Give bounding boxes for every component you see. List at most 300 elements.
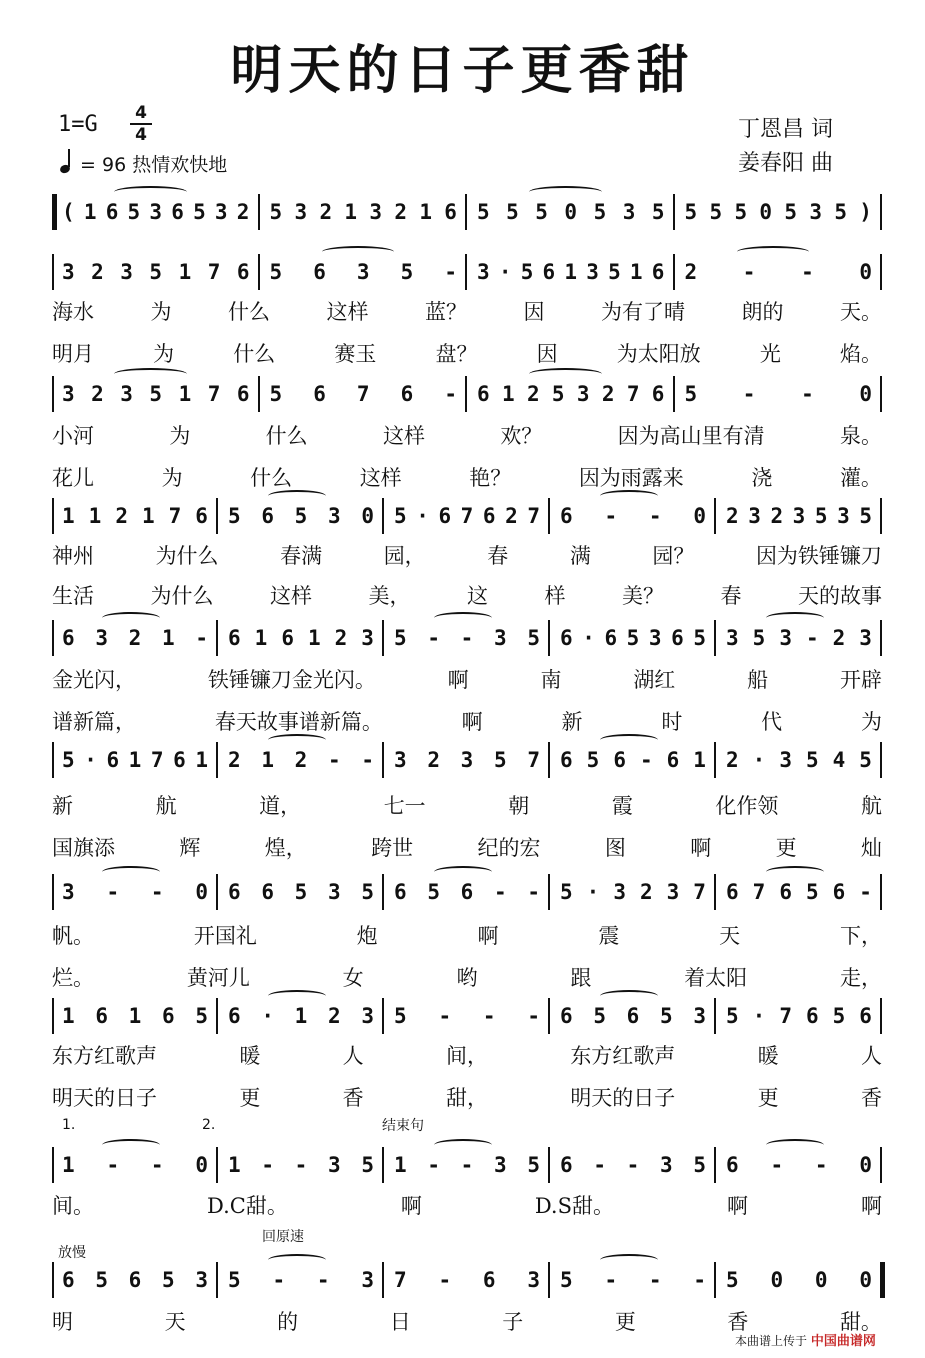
note: -	[648, 504, 662, 528]
measure	[270, 252, 458, 292]
barline	[714, 742, 716, 778]
note: 5	[62, 748, 75, 772]
measure	[62, 374, 250, 414]
measure	[394, 996, 540, 1036]
note: 3	[294, 200, 308, 224]
lyric-word: 人	[342, 1044, 364, 1068]
lyric-word: 啊	[400, 1194, 422, 1218]
note: 5	[294, 880, 308, 904]
measure	[394, 618, 540, 658]
slur	[600, 990, 658, 1002]
barline	[216, 498, 218, 534]
lyric-line	[52, 1040, 882, 1070]
note: 6	[779, 880, 792, 904]
barline	[382, 620, 384, 656]
lyric-word: 赛玉	[334, 342, 377, 366]
note: 1	[83, 200, 97, 224]
note: -	[195, 626, 208, 650]
slur	[114, 368, 187, 380]
tempo-marking	[60, 150, 227, 177]
note: 6	[666, 748, 680, 772]
measure	[394, 1260, 540, 1300]
barline	[880, 194, 882, 230]
footer	[735, 1330, 876, 1349]
barline	[216, 1147, 218, 1183]
note: 6	[482, 1268, 496, 1292]
note: 0	[759, 200, 773, 224]
measure	[560, 1145, 706, 1185]
note: ·	[261, 1004, 274, 1028]
note: 5	[805, 880, 819, 904]
lyric-word: 啊	[447, 668, 469, 692]
lyric-word: 为	[161, 466, 183, 490]
measure	[394, 1145, 540, 1185]
note: 6	[128, 1268, 142, 1292]
time-signature	[130, 104, 152, 144]
note: 3	[120, 382, 133, 406]
note: 1	[254, 626, 268, 650]
note: ·	[752, 748, 766, 772]
barline	[52, 1147, 54, 1183]
note: 1	[629, 260, 643, 284]
note: 7	[527, 748, 540, 772]
measure	[726, 872, 872, 912]
barline	[880, 1262, 885, 1298]
lyric-word: 什么	[265, 424, 308, 448]
note: 5	[726, 1268, 739, 1292]
lyric-word: 辉	[179, 836, 201, 860]
note: 1	[344, 200, 358, 224]
lyric-word: 美？	[622, 584, 664, 608]
lyric-word: 蓝？	[425, 300, 467, 324]
lyric-word: 这	[467, 584, 488, 608]
lyric-word: 为什么	[150, 584, 214, 608]
lyric-word: 啊	[461, 710, 483, 734]
note: 7	[150, 748, 164, 772]
lyric-word: 子	[502, 1310, 524, 1334]
lyric-line	[52, 1190, 882, 1220]
note: 3	[327, 504, 341, 528]
note: 0	[770, 1268, 784, 1292]
note: 2	[832, 626, 846, 650]
measure	[726, 1260, 872, 1300]
lyric-word: 天的故事	[798, 584, 882, 608]
lyric-word: 人	[860, 1044, 882, 1068]
note: -	[770, 1153, 784, 1177]
note: 3	[779, 748, 792, 772]
note: 6	[560, 504, 573, 528]
note: 7	[168, 504, 182, 528]
note: -	[742, 382, 756, 406]
lyric-word: 明	[52, 1310, 73, 1334]
barline	[216, 874, 218, 910]
barline	[52, 194, 57, 230]
note: 5	[95, 1268, 108, 1292]
note: 5	[626, 626, 640, 650]
lyric-word: 时	[661, 710, 683, 734]
note: 2	[639, 880, 653, 904]
lyric-word: 这样	[382, 424, 425, 448]
note: -	[626, 1153, 640, 1177]
measure	[560, 996, 706, 1036]
note: 5	[535, 200, 548, 224]
measure	[726, 996, 872, 1036]
lyric-word: 谱新篇，	[52, 710, 136, 734]
note: 5	[269, 200, 283, 224]
lyric-word: 女	[342, 966, 364, 990]
note: 0	[564, 200, 578, 224]
note: 6	[261, 504, 274, 528]
barline	[52, 620, 54, 656]
note: 2	[334, 626, 348, 650]
volta-1-label: 1.	[62, 1117, 76, 1133]
note: 5	[593, 200, 607, 224]
barline	[258, 254, 260, 290]
note: 2	[505, 504, 518, 528]
note: 3	[493, 626, 507, 650]
note: 0	[859, 1153, 872, 1177]
lyric-word: 暖	[757, 1044, 779, 1068]
lyric-word: 天。	[840, 300, 882, 324]
note: ·	[416, 504, 429, 528]
note: 7	[527, 504, 540, 528]
note: 3	[369, 200, 383, 224]
barline	[673, 194, 675, 230]
barline	[52, 254, 54, 290]
note: 6	[195, 504, 208, 528]
note: 3	[809, 200, 822, 224]
note: 5	[834, 200, 847, 224]
barline	[548, 998, 550, 1034]
note: -	[460, 626, 474, 650]
lyric-word: 朗的	[741, 300, 784, 324]
lyric-word: 盘？	[435, 342, 478, 366]
lyric-word: 东方红歌声	[52, 1044, 157, 1068]
note: (	[62, 200, 75, 224]
lyric-word: 道，	[259, 794, 302, 818]
note: 3	[214, 200, 228, 224]
note: 3	[586, 260, 599, 284]
measure	[477, 252, 665, 292]
note: 5	[684, 382, 698, 406]
note: 4	[832, 748, 846, 772]
note: 7	[356, 382, 370, 406]
note: 3	[693, 1004, 706, 1028]
note: 1	[62, 1004, 75, 1028]
note: 7	[207, 260, 221, 284]
note: 5	[805, 748, 819, 772]
lyric-word: 代	[761, 710, 783, 734]
note: 5	[651, 200, 665, 224]
note: 3	[327, 1153, 341, 1177]
note: 6	[394, 880, 407, 904]
note: 3	[62, 382, 75, 406]
measure	[685, 252, 873, 292]
note: 6	[482, 504, 496, 528]
note: 6	[560, 626, 573, 650]
lyric-word: D.C甜。	[207, 1194, 288, 1218]
note: 1	[307, 626, 321, 650]
lyric-word: 炮	[356, 924, 378, 948]
note: 5	[127, 200, 141, 224]
slur	[600, 734, 658, 746]
note: 2	[228, 748, 241, 772]
note: 6	[236, 260, 250, 284]
barline	[382, 1262, 384, 1298]
note: 5	[149, 382, 163, 406]
lyric-word: 啊	[690, 836, 712, 860]
notation-row	[52, 872, 882, 912]
barline	[548, 620, 550, 656]
slow-marking: 放慢	[58, 1245, 86, 1261]
note: 5	[527, 626, 540, 650]
note: )	[859, 200, 872, 224]
lyric-word: 黄河儿	[186, 966, 250, 990]
page-title: 明天的日子更香甜	[230, 40, 695, 101]
tempo-text: = 96 热情欢快地	[80, 154, 228, 176]
footer-site: 中国曲谱网	[810, 1334, 876, 1349]
measure	[270, 374, 458, 414]
slur	[268, 490, 326, 502]
lyric-word: 新	[52, 794, 73, 818]
note: 6	[626, 1004, 640, 1028]
note: 3	[837, 504, 850, 528]
note: 7	[394, 1268, 407, 1292]
note: 6	[236, 382, 250, 406]
note: 3	[62, 260, 75, 284]
lyric-word: 着太阳	[684, 966, 748, 990]
note: 3	[576, 382, 590, 406]
note: 5	[400, 260, 414, 284]
lyric-word: 什么	[233, 342, 276, 366]
note: 3	[792, 504, 806, 528]
measure	[560, 618, 706, 658]
note: 3	[493, 1153, 507, 1177]
note: 3	[120, 260, 133, 284]
barline	[52, 498, 54, 534]
note: 2	[427, 748, 440, 772]
slur	[268, 990, 326, 1002]
note: 5	[477, 200, 490, 224]
measure	[726, 1145, 872, 1185]
note: 1	[62, 504, 75, 528]
measure	[560, 496, 706, 536]
lyric-word: 为	[860, 710, 882, 734]
note: 7	[693, 880, 706, 904]
barline	[465, 254, 467, 290]
note: 5	[427, 880, 440, 904]
lyric-word: 更	[775, 836, 797, 860]
measure	[726, 618, 872, 658]
lyric-word: 天	[164, 1310, 186, 1334]
lyric-word: 为有了晴	[601, 300, 685, 324]
note: 6	[832, 880, 846, 904]
lyric-word: 春满	[280, 544, 323, 568]
lyric-word: 灿	[861, 836, 882, 860]
notation-row	[52, 618, 882, 658]
note: 2	[726, 504, 739, 528]
barline	[880, 998, 882, 1034]
lyric-word: 因	[523, 300, 545, 324]
lyric-word: 香	[342, 1086, 364, 1110]
notation-row	[52, 374, 882, 414]
note: 7	[460, 504, 474, 528]
note: 3	[195, 1268, 208, 1292]
note: 0	[814, 1268, 828, 1292]
note: 3	[477, 260, 490, 284]
note: 0	[195, 880, 208, 904]
barline	[548, 498, 550, 534]
lyric-word: 样	[544, 584, 566, 608]
lyric-word: 七一	[383, 794, 426, 818]
lyric-line	[52, 462, 882, 492]
note: 2	[394, 200, 407, 224]
lyric-word: 什么	[228, 300, 270, 324]
note: 1	[161, 626, 175, 650]
note: 1	[228, 1153, 241, 1177]
note: 5	[294, 504, 308, 528]
slur	[434, 612, 492, 624]
lyric-word: 焰。	[840, 342, 882, 366]
note: 5	[593, 1004, 606, 1028]
note: -	[460, 1153, 474, 1177]
slur	[600, 1254, 658, 1266]
note: 2	[684, 260, 698, 284]
note: 5	[228, 1268, 241, 1292]
lyric-word: 船	[747, 668, 769, 692]
barline	[382, 998, 384, 1034]
notation-row	[52, 1260, 882, 1300]
note: 2	[770, 504, 784, 528]
lyric-word: 湖红	[633, 668, 676, 692]
barline	[382, 498, 384, 534]
barline	[258, 194, 260, 230]
note: 5	[859, 504, 872, 528]
note: 5	[149, 260, 163, 284]
note: 0	[693, 504, 706, 528]
lyric-word: 泉。	[839, 424, 882, 448]
barline	[382, 742, 384, 778]
barline	[52, 376, 54, 412]
note: 6	[613, 748, 626, 772]
note: 1	[693, 748, 706, 772]
lyric-line	[52, 706, 882, 736]
note: -	[272, 1268, 286, 1292]
note: 6	[859, 1004, 872, 1028]
lyric-word: 香	[860, 1086, 882, 1110]
note: 6	[560, 1004, 573, 1028]
lyric-word: 这样	[270, 584, 312, 608]
measure	[270, 192, 458, 232]
lyric-word: 明月	[52, 342, 94, 366]
note: -	[106, 1153, 120, 1177]
barline	[880, 874, 882, 910]
note: 6	[542, 260, 556, 284]
note: 1	[294, 1004, 308, 1028]
lyric-word: 煌，	[264, 836, 307, 860]
note: 3	[361, 1268, 374, 1292]
barline	[52, 998, 54, 1034]
note: 6	[651, 260, 665, 284]
note: -	[693, 1268, 706, 1292]
note: -	[361, 748, 374, 772]
measure	[228, 618, 374, 658]
note: -	[106, 880, 120, 904]
barline	[673, 376, 675, 412]
note: ·	[752, 1004, 766, 1028]
note: -	[814, 1153, 828, 1177]
lyric-word: 震	[598, 924, 620, 948]
measure	[394, 496, 540, 536]
barline	[548, 1262, 550, 1298]
note: 3	[460, 748, 474, 772]
measure	[685, 192, 873, 232]
lyric-word: 暖	[239, 1044, 261, 1068]
note: 3	[622, 200, 636, 224]
lyric-word: 园？	[652, 544, 695, 568]
note: 5	[394, 626, 407, 650]
note: 6	[95, 1004, 108, 1028]
note: 3	[726, 626, 739, 650]
slur	[529, 368, 602, 380]
lyric-word: 金光闪，	[52, 668, 136, 692]
lyric-word: 天	[719, 924, 741, 948]
lyric-word: 下，	[839, 924, 882, 948]
measure	[228, 1145, 374, 1185]
slur	[268, 734, 326, 746]
note: 1	[564, 260, 578, 284]
lyric-word: 美，	[368, 584, 411, 608]
note: 5	[659, 1004, 673, 1028]
slur	[529, 186, 602, 198]
ending-label: 结束句	[382, 1118, 424, 1134]
slur	[766, 612, 824, 624]
note: -	[593, 1153, 606, 1177]
barline	[714, 1262, 716, 1298]
note: 3	[149, 200, 163, 224]
note: 6	[560, 1153, 573, 1177]
note: 3	[613, 880, 626, 904]
note: -	[648, 1268, 662, 1292]
barline	[216, 742, 218, 778]
lyric-word: 春	[720, 584, 742, 608]
lyric-word: 园，	[383, 544, 426, 568]
note: 6	[651, 382, 665, 406]
lyric-word: 神州	[52, 544, 94, 568]
note: 6	[106, 748, 120, 772]
note: 5	[506, 200, 519, 224]
note: 2	[91, 382, 104, 406]
slur	[600, 490, 658, 502]
lyric-line	[52, 540, 882, 570]
note: 3	[748, 504, 761, 528]
barline	[880, 620, 882, 656]
lyric-word: 航	[155, 794, 177, 818]
lyric-word: 艳？	[469, 466, 512, 490]
note: -	[801, 382, 814, 406]
note: 1	[88, 504, 102, 528]
lyric-word: 灌。	[839, 466, 882, 490]
lyric-word: 浇	[751, 466, 773, 490]
note: 5	[693, 626, 706, 650]
note: 0	[859, 260, 872, 284]
lyric-word: 开辟	[839, 668, 882, 692]
note: 5	[269, 260, 283, 284]
lyric-word: D.S甜。	[534, 1194, 614, 1218]
note: 6	[444, 200, 457, 224]
note: 6	[105, 200, 119, 224]
measure	[62, 996, 208, 1036]
